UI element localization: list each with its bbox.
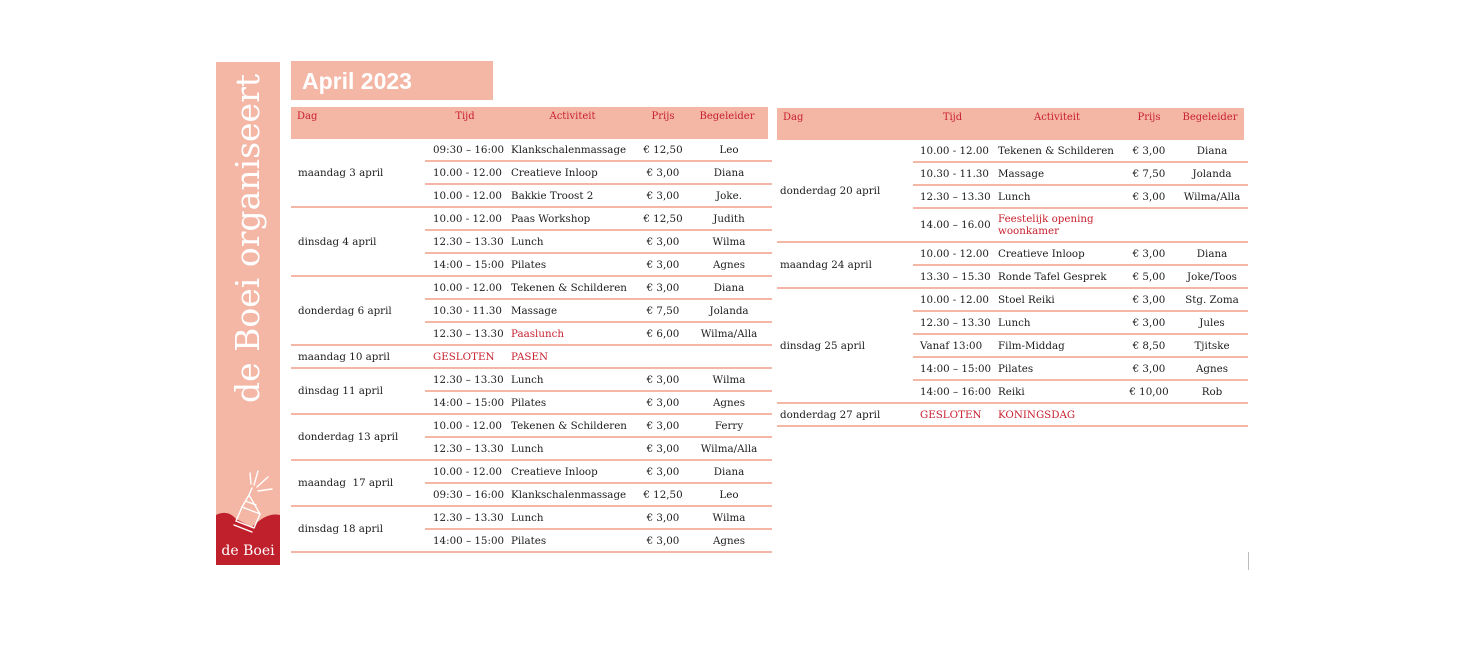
price-cell: € 12,50 [643,488,683,501]
activity-cell: Klankschalenmassage [511,488,627,501]
price-cell: € 3,00 [1132,144,1166,157]
supervisor-cell: Diana [713,465,745,478]
sidebar-banner [216,62,280,565]
activity-list [425,277,772,346]
activity-cell: Reiki [998,385,1025,398]
activity-row [913,381,1248,404]
day-label: donderdag 27 april [777,404,913,427]
activity-cell: Bakkie Troost 2 [511,189,594,202]
activity-list [425,507,772,553]
day-label: maandag 24 april [777,243,913,289]
day-group [291,461,772,507]
schedule-table-left [291,107,772,553]
price-cell: € 3,00 [646,166,680,179]
day-group [291,369,772,415]
day-label: dinsdag 4 april [291,208,425,277]
activity-row [425,185,772,208]
time-cell: 12.30 – 13.30 [920,190,991,203]
supervisor-cell: Diana [1196,144,1228,157]
activity-cell: Paas Workshop [511,212,591,225]
activity-list [425,139,772,208]
supervisor-cell: Diana [713,166,745,179]
supervisor-cell: Wilma/Alla [1183,190,1241,203]
time-cell: 10.00 - 12.00 [433,465,502,478]
time-cell: 12.30 – 13.30 [433,327,504,340]
day-group [291,415,772,461]
activity-row [425,438,772,461]
price-cell: € 3,00 [646,465,680,478]
activity-row [913,163,1248,186]
price-cell: € 8,50 [1132,339,1166,352]
supervisor-cell: Joke/Toos [1187,270,1237,283]
activity-list [425,208,772,277]
day-label: maandag 10 april [291,346,425,369]
price-cell: € 7,50 [1132,167,1166,180]
supervisor-cell: Wilma [712,235,746,248]
price-cell: € 3,00 [646,534,680,547]
day-group [777,289,1248,404]
activity-row [913,243,1248,266]
activity-row [425,277,772,300]
activity-cell: Stoel Reiki [998,293,1055,306]
header-supervisor: Begeleider [1182,112,1238,123]
supervisor-cell: Wilma [712,373,746,386]
price-cell: € 12,50 [643,212,683,225]
activity-cell: PASEN [511,350,548,363]
supervisor-cell: Agnes [1195,362,1229,375]
day-label: donderdag 6 april [291,277,425,346]
edge-line [1248,552,1249,570]
activity-row [913,335,1248,358]
time-cell: 12.30 – 13.30 [920,316,991,329]
time-cell: 10.00 - 12.00 [433,212,502,225]
logo [216,455,280,565]
day-group [777,243,1248,289]
time-cell: 14.00 – 16.00 [920,219,991,231]
time-cell: 14:00 – 15:00 [920,362,992,375]
day-label: dinsdag 11 april [291,369,425,415]
header-activity: Activiteit [1033,112,1081,123]
time-cell: 10.00 - 12.00 [920,247,989,260]
time-cell: 14:00 – 16:00 [920,385,992,398]
activity-row [425,369,772,392]
price-cell: € 3,00 [646,373,680,386]
activity-row [425,530,772,553]
price-cell: € 3,00 [646,281,680,294]
activity-list [425,369,772,415]
supervisor-cell: Jolanda [709,304,749,317]
day-group [291,277,772,346]
activity-row [425,323,772,346]
time-cell: 12.30 – 13.30 [433,373,504,386]
supervisor-cell: Wilma [712,511,746,524]
price-cell: € 3,00 [646,396,680,409]
time-cell: 12.30 – 13.30 [433,442,504,455]
supervisor-cell: Stg. Zoma [1185,293,1239,306]
price-cell: € 3,00 [1132,190,1166,203]
activity-cell: Feestelijk opening woonkamer [998,213,1094,237]
activity-row [913,266,1248,289]
schedule-table-right [777,108,1248,427]
activity-row [913,358,1248,381]
supervisor-cell: Ferry [714,419,744,432]
activity-row [913,209,1248,243]
activity-cell: Lunch [511,442,544,455]
price-cell: € 3,00 [646,511,680,524]
activity-list [913,140,1248,243]
day-group [291,346,772,369]
supervisor-cell: Jolanda [1192,167,1232,180]
time-cell: 14:00 – 15:00 [433,258,505,271]
price-cell: € 3,00 [1132,362,1166,375]
time-cell: GESLOTEN [433,350,495,363]
time-cell: 10.00 - 12.00 [920,293,989,306]
activity-cell: Ronde Tafel Gesprek [998,270,1107,283]
activity-row [913,312,1248,335]
activity-row [425,231,772,254]
activity-cell: Paaslunch [511,327,564,340]
day-label: donderdag 20 april [777,140,913,243]
activity-list [913,243,1248,289]
header-day: Dag [297,111,318,122]
time-cell: 09:30 – 16:00 [433,488,505,501]
supervisor-cell: Agnes [712,396,746,409]
activity-row [425,507,772,530]
price-cell: € 3,00 [646,189,680,202]
activity-cell: Lunch [998,190,1031,203]
closed-row [913,404,1248,427]
closed-row [425,346,772,369]
price-cell: € 10,00 [1129,385,1169,398]
price-cell: € 5,00 [1132,270,1166,283]
activity-row [913,289,1248,312]
activity-list [425,346,772,369]
page-title: April 2023 [291,61,493,100]
activity-cell: Lunch [511,235,544,248]
day-label: dinsdag 25 april [777,289,913,404]
activity-cell: Lunch [511,373,544,386]
price-cell: € 6,00 [646,327,680,340]
price-cell: € 3,00 [646,258,680,271]
time-cell: 13.30 – 15.30 [920,270,991,283]
price-cell: € 3,00 [646,235,680,248]
header-time: Tijd [942,112,963,123]
day-group [777,404,1248,427]
supervisor-cell: Jules [1199,316,1225,329]
activity-row [425,139,772,162]
activity-row [425,208,772,231]
price-cell: € 3,00 [646,419,680,432]
supervisor-cell: Agnes [712,534,746,547]
activity-row [425,254,772,277]
header-price: Prijs [1137,112,1161,123]
supervisor-cell: Judith [713,212,745,225]
activity-row [425,300,772,323]
header-supervisor: Begeleider [699,111,755,122]
price-cell: € 12,50 [643,143,683,156]
header-time: Tijd [455,111,475,122]
activity-cell: Tekenen & Schilderen [998,144,1114,157]
activity-list [913,289,1248,404]
day-group [291,139,772,208]
activity-cell: KONINGSDAG [998,408,1076,421]
supervisor-cell: Wilma/Alla [700,327,758,340]
activity-cell: Pilates [511,258,547,271]
activity-row [913,140,1248,163]
activity-cell: Tekenen & Schilderen [511,419,627,432]
day-label: maandag 17 april [291,461,425,507]
time-cell: GESLOTEN [920,408,982,421]
day-label: maandag 3 april [291,139,425,208]
activity-cell: Massage [998,167,1045,180]
day-group [777,140,1248,243]
vertical-title: de Boei organiseert [228,73,267,403]
supervisor-cell: Leo [719,488,739,501]
day-group [291,208,772,277]
supervisor-cell: Diana [713,281,745,294]
logo-text: de Boei [221,543,275,559]
supervisor-cell: Diana [1196,247,1228,260]
header-day: Dag [783,112,804,123]
table-header [291,107,768,139]
activity-cell: Creatieve Inloop [511,465,598,478]
activity-cell: Massage [511,304,558,317]
supervisor-cell: Agnes [712,258,746,271]
time-cell: 09:30 – 16:00 [433,143,505,156]
activity-row [425,162,772,185]
day-label: donderdag 13 april [291,415,425,461]
activity-list [913,404,1248,427]
header-price: Prijs [651,111,675,122]
activity-cell: Film-Middag [998,339,1065,352]
time-cell: 12.30 – 13.30 [433,511,504,524]
activity-cell: Lunch [998,316,1031,329]
table-header [777,108,1244,140]
time-cell: 10.30 - 11.30 [433,304,502,317]
price-cell: € 3,00 [1132,247,1166,260]
time-cell: 10.00 - 12.00 [433,419,502,432]
day-group [291,507,772,553]
supervisor-cell: Leo [719,143,739,156]
time-cell: 14:00 – 15:00 [433,396,505,409]
activity-cell: Creatieve Inloop [998,247,1085,260]
activity-row [913,186,1248,209]
time-cell: 12.30 – 13.30 [433,235,504,248]
time-cell: 10.00 - 12.00 [920,144,989,157]
header-activity: Activiteit [549,111,596,122]
time-cell: 14:00 – 15:00 [433,534,505,547]
activity-row [425,461,772,484]
time-cell: 10.00 - 12.00 [433,189,502,202]
supervisor-cell: Joke. [716,189,742,202]
activity-cell: Klankschalenmassage [511,143,627,156]
price-cell: € 7,50 [646,304,680,317]
activity-cell: Pilates [511,396,547,409]
price-cell: € 3,00 [1132,293,1166,306]
price-cell: € 3,00 [1132,316,1166,329]
activity-list [425,415,772,461]
activity-cell: Tekenen & Schilderen [511,281,627,294]
supervisor-cell: Rob [1201,385,1223,398]
activity-cell: Lunch [511,511,544,524]
activity-list [425,461,772,507]
activity-row [425,392,772,415]
activity-row [425,415,772,438]
time-cell: 10.30 - 11.30 [920,167,989,180]
supervisor-cell: Tjitske [1194,339,1230,352]
day-label: dinsdag 18 april [291,507,425,553]
activity-cell: Pilates [998,362,1034,375]
activity-row [425,484,772,507]
price-cell: € 3,00 [646,442,680,455]
activity-cell: Pilates [511,534,547,547]
time-cell: Vanaf 13:00 [920,339,983,352]
activity-cell: Creatieve Inloop [511,166,598,179]
supervisor-cell: Wilma/Alla [700,442,758,455]
time-cell: 10.00 - 12.00 [433,166,502,179]
time-cell: 10.00 - 12.00 [433,281,502,294]
